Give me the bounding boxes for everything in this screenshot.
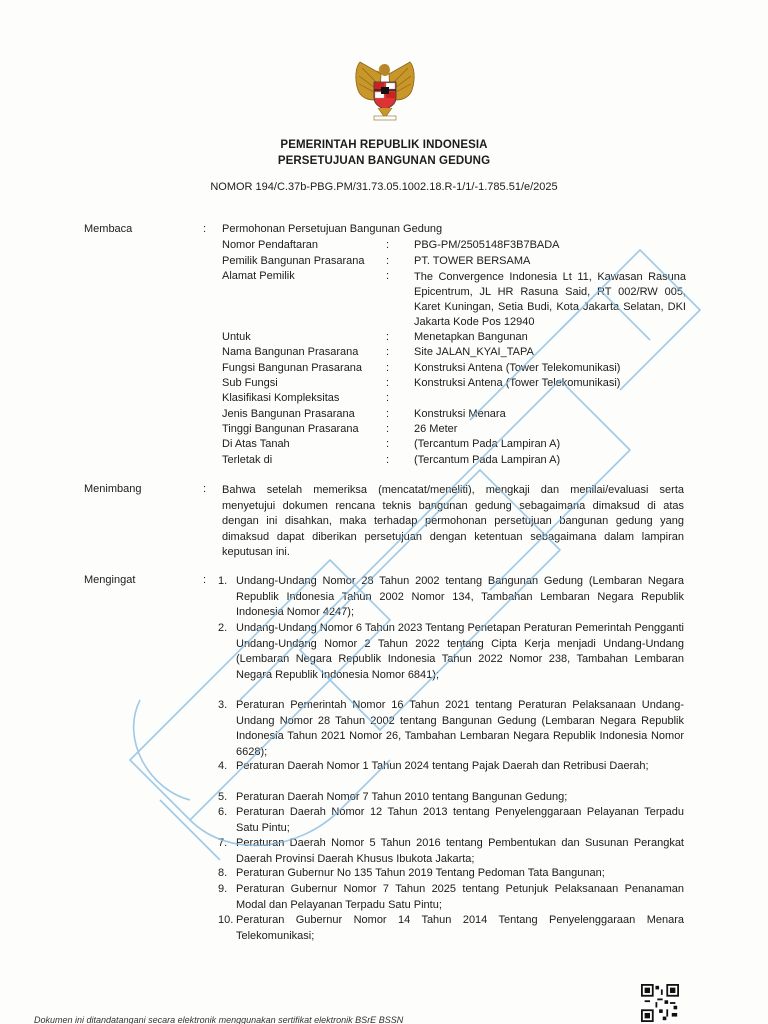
document-title: PERSETUJUAN BANGUNAN GEDUNG <box>277 155 491 167</box>
list-item-number: 10. <box>218 914 234 926</box>
list-item-number: 1. <box>218 575 228 587</box>
section-colon: : <box>203 223 207 235</box>
list-item-text: Peraturan Daerah Nomor 1 Tahun 2024 tentang Pajak Daerah dan Retribusi Daerah; <box>236 760 649 772</box>
list-item <box>218 790 684 806</box>
field-value-nama-bangunan: Site JALAN_KYAI_TAPA <box>414 346 534 358</box>
field-colon: : <box>386 438 390 450</box>
field-label: Nama Bangunan Prasarana <box>222 346 359 358</box>
field-colon: : <box>386 270 390 282</box>
field-value-alamat: The Convergence Indonesia Lt 11, Kawasan Rasuna Epicentrum, JL HR Rasuna Said, RT 002/RW 005, Karet Kuningan, Setia Budi, Kota Jakarta Selatan, DKI Jakarta Kode Pos 12940 <box>414 271 686 328</box>
field-label: Klasifikasi Kompleksitas <box>222 392 340 404</box>
footer-note: Dokumen ini ditandatangani secara elektronik menggunakan sertifikat elektronik BSrE BSSN <box>34 1015 404 1024</box>
field-value-fungsi: Konstruksi Antena (Tower Telekomunikasi) <box>414 362 621 374</box>
field-colon: : <box>386 331 390 343</box>
section-label-mengingat: Mengingat <box>84 574 136 586</box>
field-label: Fungsi Bangunan Prasarana <box>222 362 363 374</box>
menimbang-text: Bahwa setelah memeriksa (mencatat/meneliti), mengkaji dan menilai/evaluasi serta menyetujui dokumen rencana teknis bangunan gedung sebagaimana dimaksud di atas dengan ini disahkan, maka terhadap permohonan persetujuan bangunan gedung yang dimaksud dapat diberikan persetujuan dengan ketentuan sebagaimana dalam lampiran keputusan ini. <box>222 484 684 558</box>
field-colon: : <box>386 346 390 358</box>
list-item-text: Peraturan Gubernur Nomor 14 Tahun 2014 Tentang Penyelenggaraan Menara Telekomunikasi; <box>236 914 684 942</box>
list-item <box>218 574 684 621</box>
list-item <box>218 621 684 683</box>
field-colon: : <box>386 362 390 374</box>
list-item-text: Undang-Undang Nomor 28 Tahun 2002 tentang Bangunan Gedung (Lembaran Negara Republik Indonesia Tahun 2002 Nomor 134, Tambahan Lembaran Negara Republik Indonesia Nomor 4247); <box>236 575 684 618</box>
list-item-text: Peraturan Daerah Nomor 7 Tahun 2010 tentang Bangunan Gedung; <box>236 791 568 803</box>
list-item <box>218 866 684 882</box>
field-label: Terletak di <box>222 454 273 466</box>
list-item <box>218 913 684 944</box>
field-label: Sub Fungsi <box>222 377 278 389</box>
field-value-di-atas-tanah: (Tercantum Pada Lampiran A) <box>414 438 561 450</box>
list-item-number: 2. <box>218 622 228 634</box>
field-colon: : <box>386 454 390 466</box>
garuda-emblem-icon <box>350 56 420 126</box>
list-item-text: Peraturan Gubernur Nomor 7 Tahun 2025 tentang Petunjuk Pelaksanaan Penanaman Modal dan Pelayanan Terpadu Satu Pintu; <box>236 883 684 911</box>
field-label: Pemilik Bangunan Prasarana <box>222 255 365 267</box>
list-item-text: Peraturan Pemerintah Nomor 16 Tahun 2021 tentang Peraturan Pelaksanaan Undang-Undang Nomor 28 Tahun 2002 tentang Bangunan Gedung (Lembaran Negara Republik Indonesia Tahun 2021 Nomor 26, Tambahan Lembaran Negara Republik Indonesia Nomor 6628); <box>236 699 684 758</box>
field-label: Untuk <box>222 331 251 343</box>
list-item <box>218 759 684 775</box>
field-value-pemilik: PT. TOWER BERSAMA <box>414 255 531 267</box>
field-label: Jenis Bangunan Prasarana <box>222 408 355 420</box>
field-label: Di Atas Tanah <box>222 438 290 450</box>
field-colon: : <box>386 377 390 389</box>
list-item-text: Undang-Undang Nomor 6 Tahun 2023 Tentang Penetapan Peraturan Pemerintah Pengganti Undang-Undang Nomor 2 Tahun 2022 tentang Cipta Kerja menjadi Undang-Undang (Lembaran Negara Republik Indonesia Tahun 2022 Nomor 238, Tambahan Lembaran Negara Republik Indonesia Nomor 6841); <box>236 622 684 681</box>
field-value-tinggi: 26 Meter <box>414 423 458 435</box>
field-colon: : <box>386 239 390 251</box>
field-label: Alamat Pemilik <box>222 270 295 282</box>
list-item-number: 8. <box>218 867 228 879</box>
list-item-number: 4. <box>218 760 228 772</box>
list-item <box>218 836 684 867</box>
field-colon: : <box>386 408 390 420</box>
section-colon: : <box>203 574 207 586</box>
list-item <box>218 698 684 760</box>
field-value-sub-fungsi: Konstruksi Antena (Tower Telekomunikasi) <box>414 377 621 389</box>
list-item-text: Peraturan Daerah Nomor 5 Tahun 2016 tentang Pembentukan dan Susunan Perangkat Daerah Provinsi Daerah Khusus Ibukota Jakarta; <box>236 837 684 865</box>
document-number: NOMOR 194/C.37b-PBG.PM/31.73.05.1002.18.R-1/1/-1.785.51/e/2025 <box>210 181 558 193</box>
field-colon: : <box>386 255 390 267</box>
list-item <box>218 805 684 836</box>
section-label-membaca: Membaca <box>84 223 133 235</box>
field-value-nomor-pendaftaran: PBG-PM/2505148F3B7BADA <box>414 239 560 251</box>
list-item-number: 6. <box>218 806 228 818</box>
field-value-untuk: Menetapkan Bangunan <box>414 331 528 343</box>
list-item-text: Peraturan Gubernur No 135 Tahun 2019 Tentang Pedoman Tata Bangunan; <box>236 867 605 879</box>
field-label: Nomor Pendaftaran <box>222 239 318 251</box>
field-colon: : <box>386 392 390 404</box>
list-item-number: 7. <box>218 837 228 849</box>
section-colon: : <box>203 483 207 495</box>
field-colon: : <box>386 423 390 435</box>
list-item <box>218 882 684 913</box>
list-item-number: 5. <box>218 791 228 803</box>
list-item-number: 9. <box>218 883 228 895</box>
field-label: Tinggi Bangunan Prasarana <box>222 423 359 435</box>
list-item-text: Peraturan Daerah Nomor 12 Tahun 2013 tentang Penyelenggaraan Pelayanan Terpadu Satu Pintu; <box>236 806 684 834</box>
issuer-title: PEMERINTAH REPUBLIK INDONESIA <box>280 139 488 151</box>
field-value-jenis: Konstruksi Menara <box>414 408 506 420</box>
field-value-terletak: (Tercantum Pada Lampiran A) <box>414 454 561 466</box>
section-label-menimbang: Menimbang <box>84 483 142 495</box>
membaca-intro: Permohonan Persetujuan Bangunan Gedung <box>222 223 443 235</box>
qr-code-icon <box>641 984 679 1022</box>
list-item-number: 3. <box>218 699 228 711</box>
